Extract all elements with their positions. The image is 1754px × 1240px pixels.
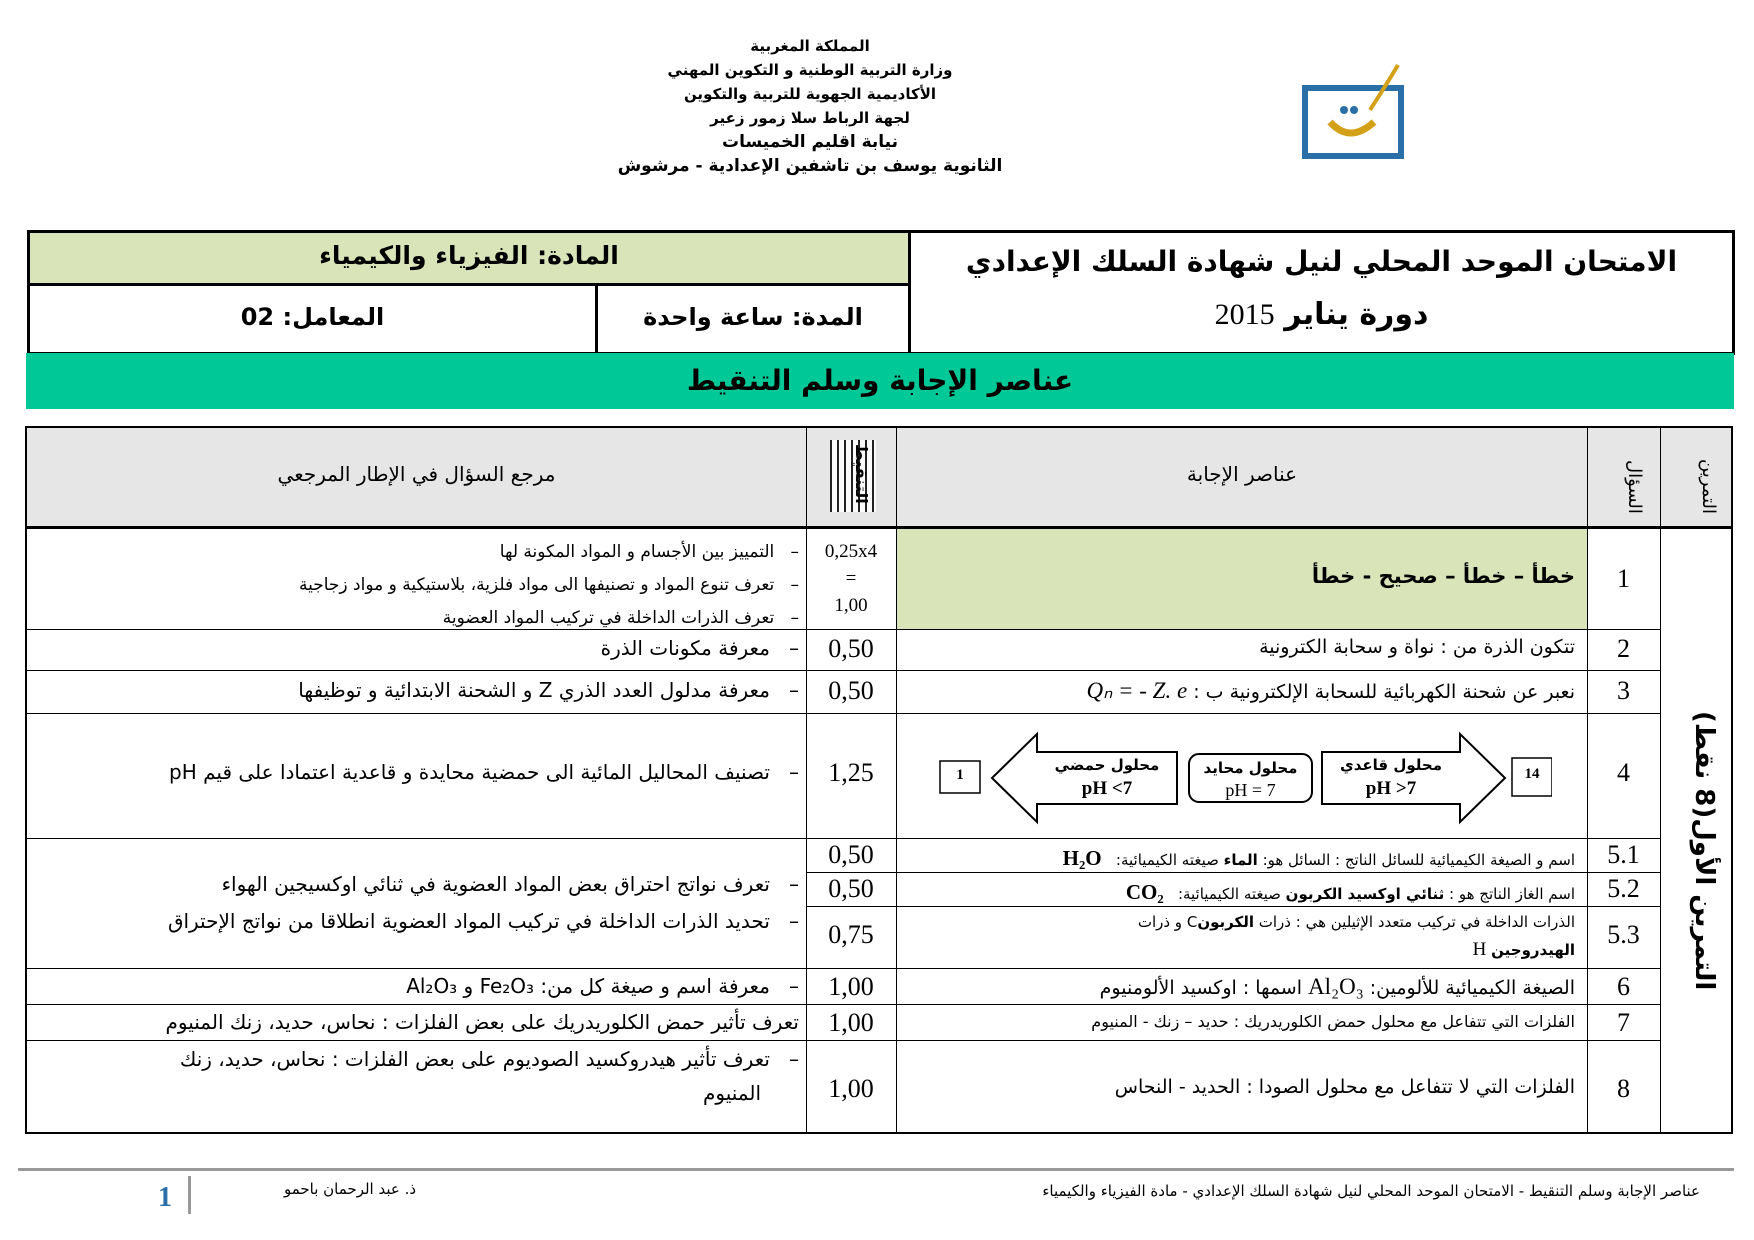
- answer-text: الذرات الداخلة في تركيب متعدد الإثيلين هي : ذرات الكربونC و ذرات الهيدروجين H: [1137, 913, 1575, 960]
- points: 0,50: [828, 840, 874, 869]
- reference-item: – تعرف نواتج احتراق بعض المواد العضوية في ثنائي اوكسيجين الهواء: [221, 872, 799, 896]
- points-detail: 0,25x4: [824, 541, 878, 562]
- header-line: وزارة التربية الوطنية و التكوين المهني: [667, 61, 953, 79]
- header-question: السؤال: [1624, 460, 1645, 514]
- footer-divider: [188, 1176, 191, 1214]
- question-number: 5.2: [1607, 874, 1640, 903]
- acid-label: محلول حمضي: [1054, 756, 1160, 774]
- header-grading-label: التنقيط: [852, 444, 871, 504]
- reference-item: – تصنيف المحاليل المائية الى حمضية محايدة و قاعدية اعتمادا على قيم pH: [169, 760, 799, 784]
- answer-text: اسم و الصيغة الكيميائية للسائل الناتج : السائل هو: الماء صيغته الكيميائية: H₂O: [1062, 846, 1575, 870]
- question-number: 2: [1617, 634, 1630, 663]
- exam-info-box: [27, 230, 1735, 355]
- exercise-label: التمرين الأول(8 نقط): [1689, 710, 1719, 990]
- question-number: 4: [1617, 758, 1630, 787]
- header-line: المملكة المغربية: [750, 37, 870, 55]
- reference-item: – معرفة مكونات الذرة: [600, 636, 799, 660]
- reference-list: [47, 1042, 799, 1110]
- ph-right-value: 14: [1524, 766, 1540, 782]
- formula: Al₂O₃: [1308, 974, 1364, 999]
- subject-title: المادة: الفيزياء والكيمياء: [319, 241, 619, 270]
- reference-item: – التمييز بين الأجسام و المواد المكونة لها: [499, 542, 799, 562]
- footer-author: ذ. عبد الرحمان باحمو: [283, 1180, 417, 1198]
- formula: CO₂: [1125, 880, 1164, 904]
- reference-item: – معرفة مدلول العدد الذري Z و الشحنة الابتدائية و توظيفها: [298, 678, 799, 702]
- points: 0,75: [828, 920, 874, 949]
- acid-ph: pH <7: [1081, 778, 1133, 799]
- question-number: 8: [1617, 1074, 1630, 1103]
- base-label: محلول قاعدي: [1340, 756, 1442, 774]
- footer-rule: [18, 1168, 1734, 1171]
- session-year: 2015: [1214, 298, 1275, 331]
- reference-item: – معرفة اسم و صيغة كل من: Fe₂O₃ و Al₂O₃: [406, 974, 799, 998]
- points: 1,25: [828, 758, 874, 787]
- header-reference: مرجع السؤال في الإطار المرجعي: [277, 462, 556, 486]
- exam-session: [911, 297, 1732, 332]
- session-label: دورة يناير: [1284, 297, 1429, 332]
- header-answer: عناصر الإجابة: [1186, 462, 1298, 486]
- reference-list: [47, 536, 799, 635]
- ph-left-value: 1: [956, 767, 964, 783]
- points: 1,00: [828, 972, 874, 1001]
- answer-text: الفلزات التي لا تتفاعل مع محلول الصودا : الحديد - النحاس: [1114, 1076, 1575, 1098]
- answer-text: خطأ – خطأ – صحيح - خطأ: [1311, 564, 1575, 588]
- answer-text: اسم الغاز الناتج هو : ثنائي اوكسيد الكربون صيغته الكيميائية: CO₂: [1125, 880, 1575, 904]
- points-equal: =: [845, 568, 857, 589]
- points-total: 1,00: [834, 595, 868, 616]
- answer-text: نعبر عن شحنة الكهربائية للسحابة الإلكترونية ب : Qₙ = - Z. e: [1086, 678, 1575, 703]
- reference-item: – تعرف تنوع المواد و تصنيفها الى مواد فلزية، بلاستيكية و مواد زجاجية: [298, 575, 799, 595]
- points: [806, 538, 896, 619]
- reference-list: [47, 866, 799, 940]
- duration: المدة: ساعة واحدة: [643, 303, 863, 331]
- answer-key-band: عناصر الإجابة وسلم التنقيط: [26, 353, 1734, 409]
- answer-text: تتكون الذرة من : نواة و سحابة الكترونية: [1259, 636, 1575, 658]
- formula: H₂O: [1062, 846, 1102, 870]
- header-exercise: التمرين: [1698, 459, 1719, 514]
- header-line: لجهة الرباط سلا زمور زعير: [710, 109, 910, 127]
- points: 1,00: [828, 1074, 874, 1103]
- coefficient: المعامل: 02: [240, 303, 385, 331]
- ph-scale-diagram: [932, 728, 1552, 828]
- answer-bold: ثنائي اوكسيد الكربون: [1285, 885, 1445, 903]
- formula: Qₙ = - Z. e: [1086, 678, 1188, 703]
- points: 0,50: [828, 634, 874, 663]
- question-number: 5.1: [1607, 840, 1640, 869]
- neutral-ph: pH = 7: [1225, 780, 1276, 800]
- base-ph: pH >7: [1365, 778, 1417, 799]
- question-number: 7: [1617, 1008, 1630, 1037]
- points: 0,50: [828, 676, 874, 705]
- reference-item: تعرف تأثير حمض الكلوريدريك على بعض الفلزات : نحاس، حديد، زنك المنيوم: [165, 1010, 799, 1034]
- ministry-logo-icon: [1300, 60, 1410, 160]
- answer-bold: الماء: [1223, 851, 1258, 869]
- points: 0,50: [828, 874, 874, 903]
- neutral-label: محلول محايد: [1203, 759, 1298, 777]
- answer-text: الفلزات التي تتفاعل مع محلول حمض الكلوريدريك : حديد – زنك - المنيوم: [1091, 1012, 1575, 1031]
- header-line: نيابة اقليم الخميسات: [722, 132, 898, 152]
- points: 1,00: [828, 1008, 874, 1037]
- question-number: 3: [1617, 676, 1630, 705]
- exam-title: الامتحان الموحد المحلي لنيل شهادة السلك الإعدادي: [965, 245, 1678, 278]
- footer-text: عناصر الإجابة وسلم التنقيط - الامتحان الموحد المحلي لنيل شهادة السلك الإعدادي - مادة الفيزياء والكيمياء: [1042, 1182, 1700, 1200]
- answer-text: الصيغة الكيميائية للألومين: Al₂O₃ اسمها : اوكسيد الألومنيوم: [1099, 974, 1575, 999]
- question-number: 6: [1617, 972, 1630, 1001]
- reference-item: – تحديد الذرات الداخلة في تركيب المواد العضوية انطلاقا من نواتج الإحتراق: [167, 909, 799, 933]
- question-number: 1: [1617, 564, 1630, 593]
- reference-item: – تعرف الذرات الداخلة في تركيب المواد العضوية: [442, 608, 799, 628]
- page-number: 1: [158, 1182, 172, 1213]
- header-line: الثانوية يوسف بن تاشفين الإعدادية - مرشوش: [617, 156, 1003, 176]
- answer-table: [25, 426, 1733, 1134]
- header-line: الأكاديمية الجهوية للتربية والتكوين: [683, 85, 937, 103]
- school-header: [560, 34, 1060, 178]
- question-number: 5.3: [1607, 920, 1640, 949]
- reference-item: – تعرف تأثير هيدروكسيد الصوديوم على بعض الفلزات : نحاس، حديد، زنك: [179, 1047, 799, 1071]
- reference-item: المنيوم: [703, 1081, 761, 1105]
